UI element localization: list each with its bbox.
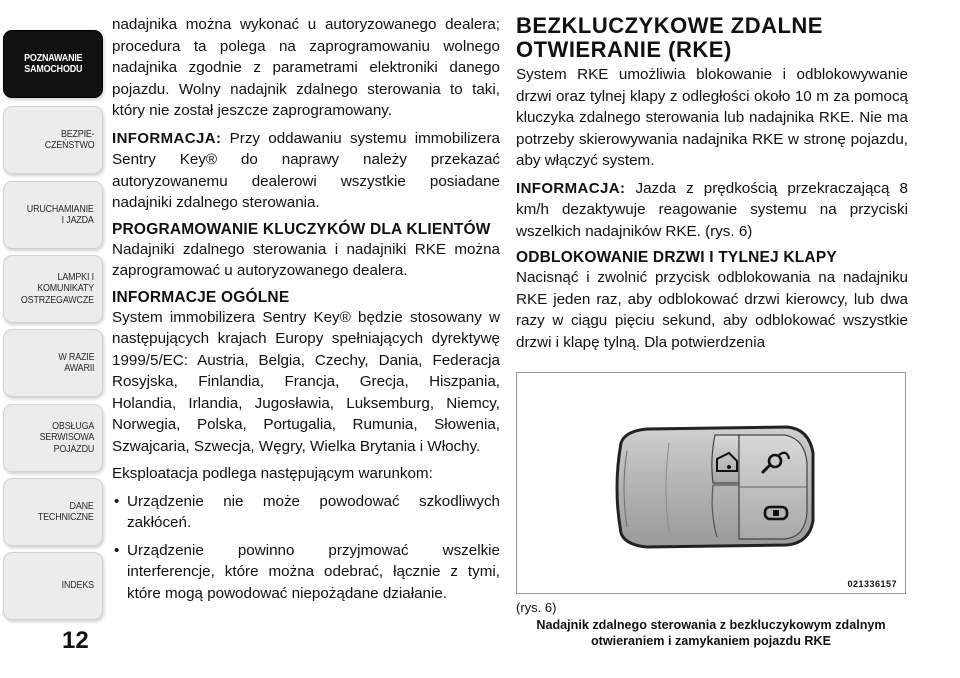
note-label: INFORMACJA: (112, 129, 222, 147)
tab-label: INDEKS (61, 579, 94, 592)
conditions-list (112, 491, 500, 605)
tab-label: POZNAWANIE SAMOCHODU (23, 51, 83, 75)
tab-label: BEZPIE- CZEŃSTWO (44, 127, 94, 151)
note-text: Jazda z prędkością przekraczającą 8 km/h dezaktywuje reagowanie systemu na przyciski wszelkich nadajników RKE. (rys. 6) (516, 179, 908, 240)
tab-label: URUCHAMIANIE I JAZDA (27, 202, 94, 226)
heading-programming: PROGRAMOWANIE KLUCZYKÓW DLA KLIENTÓW (112, 220, 491, 238)
note-paragraph (112, 128, 500, 214)
figure-reference: (rys. 6) (516, 600, 557, 615)
rke-paragraph: System RKE umożliwia blokowanie i odblokowywanie drzwi oraz tylnej klapy z odległości około 10 m za pomocą kluczyka zdalnego sterowania lub nadajnika RKE. Nie ma potrzeby skierowywania nadajnika RKE w stronę pojazdu, aby włączyć system. (516, 66, 908, 169)
left-column (112, 14, 500, 610)
general-paragraph: System immobilizera Sentry Key® będzie stosowany w następujących krajach Europy spełniających dyrektywę 1999/5/EC: Austria, Belgia, Czechy, Dania, Federacja Rosyjska, Finlandia, Francja, Grecja, Hiszpania, Holandia, Irlandia, Jugosławia, Luksemburg, Niemcy, Norwegia, Polska, Portugalia, Rumunia, Słowenia, Szwajcaria, Szwecja, Węgry, Wielka Brytania i Włochy. (112, 308, 500, 455)
tab-poznawanie-samochodu[interactable] (3, 30, 103, 98)
tab-label: DANE TECHNICZNE (38, 499, 94, 523)
note-label: INFORMACJA: (516, 179, 626, 197)
list-item: • Urządzenie nie może powodować szkodliwych zakłóceń. (112, 491, 500, 534)
chapter-tabs (0, 0, 104, 678)
tab-obsluga-serwisowa[interactable] (3, 404, 103, 472)
tab-label: W RAZIE AWARII (57, 350, 94, 374)
figure-caption: Nadajnik zdalnego sterowania z bezkluczykowym zdalnym otwieraniem i zamykaniem pojazdu RKE (536, 618, 886, 648)
heading-rke: BEZKLUCZYKOWE ZDALNE OTWIERANIE (RKE) (516, 13, 823, 62)
heading-general-info: INFORMACJE OGÓLNE (112, 288, 290, 306)
key-fob-figure (516, 372, 906, 594)
page-number: 12 (62, 627, 89, 654)
key-fob-illustration (517, 373, 906, 594)
tab-label: OBSŁUGA SERWISOWA POJAZDU (39, 419, 94, 455)
figure-code: 021336157 (847, 579, 897, 589)
tab-label: LAMPKI I KOMUNIKATY OSTRZEGAWCZE (20, 270, 94, 306)
note-text: Przy oddawaniu systemu immobilizera Sentry Key® do naprawy należy przekazać autoryzowanemu dealerowi wszystkie posiadane nadajniki zdalnego sterowania. (112, 129, 500, 211)
intro-paragraph: nadajnika można wykonać u autoryzowanego dealera; procedura ta polega na zaprogramowaniu wolnego nadajnika zgodnie z parametrami elektroniki danego pojazdu. Wolny nadajnik zdalnego sterowania to taki, który nie został jeszcze zaprogramowany. (112, 16, 500, 119)
tab-uruchamianie-i-jazda[interactable] (3, 181, 103, 249)
tab-w-razie-awarii[interactable] (3, 329, 103, 397)
programming-paragraph: Nadajniki zdalnego sterowania i nadajniki RKE można zaprogramować u autoryzowanego dealera. (112, 240, 500, 279)
conditions-intro: Eksploatacja podlega następującym warunkom: (112, 465, 433, 482)
trunk-button (712, 435, 739, 483)
tab-indeks[interactable] (3, 552, 103, 620)
heading-unlock: ODBLOKOWANIE DRZWI I TYLNEJ KLAPY (516, 249, 837, 266)
unlock-paragraph: Nacisnąć i zwolnić przycisk odblokowania na nadajniku RKE jeden raz, aby odblokować drzwi kierowcy, lub dwa razy w ciągu pięciu sekund, aby odblokować wszystkie drzwi i klapę tylną. Dla potwierdzenia (516, 269, 908, 351)
right-column (516, 14, 908, 359)
tab-dane-techniczne[interactable] (3, 478, 103, 546)
tab-lampki-i-komunikaty[interactable] (3, 255, 103, 323)
list-item: • Urządzenie powinno przyjmować wszelkie interferencje, które można odebrać, łącznie z tymi, które mogą powodować niepożądane działanie. (112, 540, 500, 605)
tab-bezpieczenstwo[interactable] (3, 106, 103, 174)
rke-note-paragraph (516, 178, 908, 243)
